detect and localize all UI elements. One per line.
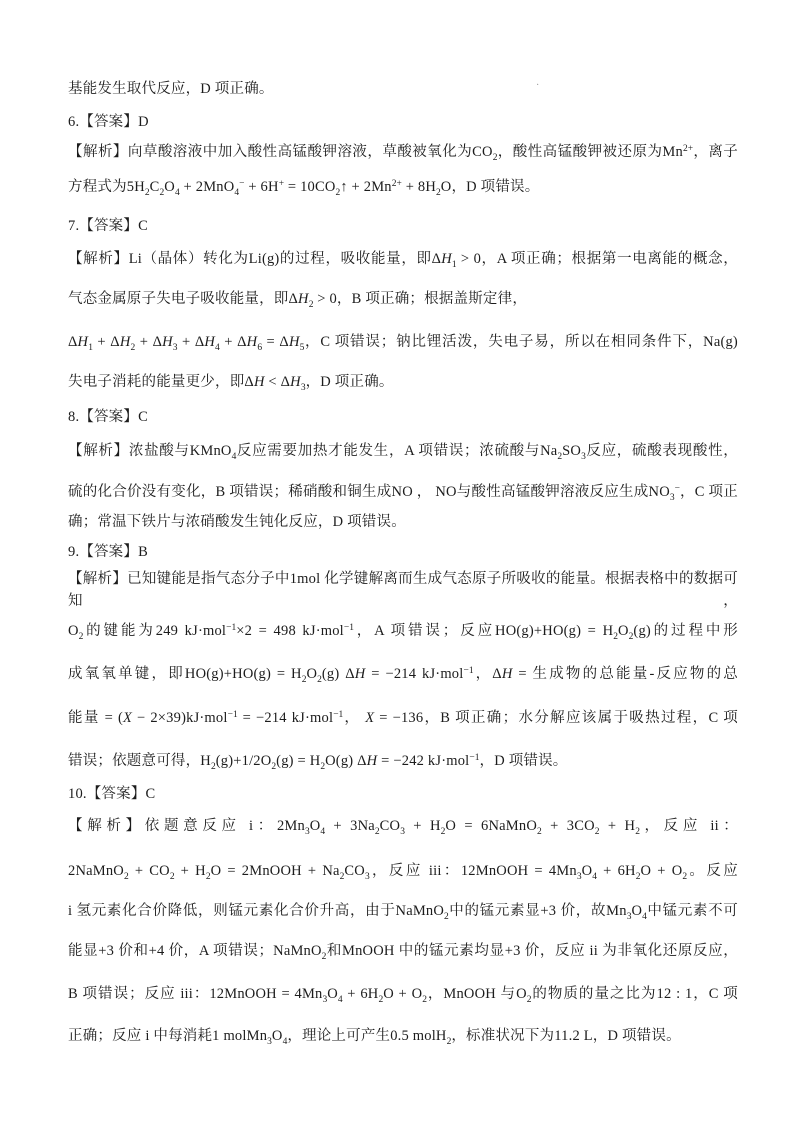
subscript: 2 [436, 188, 441, 198]
text-run: CO [344, 863, 365, 879]
subscript: 2 [446, 1037, 452, 1047]
text-run: 确；常温下铁片与浓硝酸发生钝化反应，D 项错误。 [68, 514, 406, 530]
text-run: + 6H [244, 179, 279, 195]
subscript: 3 [172, 343, 178, 353]
text-run: 7.【答案】C [68, 218, 148, 234]
text-run: SO [562, 443, 582, 459]
text-run: + 3Na [325, 818, 375, 834]
superscript: −1 [463, 666, 474, 676]
subscript: 2 [613, 632, 618, 642]
superscript: −1 [227, 710, 238, 720]
text-run: 2NaMnO [68, 863, 124, 879]
text-run: ，理论上可产生0.5 molH [287, 1028, 447, 1044]
subscript: 2 [301, 675, 307, 685]
superscript: 2+ [682, 144, 694, 154]
text-run: 的键能为249 kJ·mol [83, 623, 227, 639]
subscript: 4 [234, 188, 240, 198]
line-19 [68, 750, 738, 772]
text-run: 气态金属原子失电子吸收能量，即Δ [68, 291, 299, 307]
subscript: 2 [374, 827, 380, 837]
subscript: 2 [130, 343, 136, 353]
variable: H [119, 334, 131, 350]
subscript: 2 [320, 762, 326, 772]
variable: H [288, 334, 300, 350]
text-run: + Δ [135, 334, 163, 350]
subscript: 2 [440, 827, 446, 837]
superscript: −1 [333, 710, 344, 720]
line-26 [68, 1025, 738, 1047]
text-run: = 生成物的总能量-反应物的总 [512, 666, 738, 682]
line-25 [68, 983, 738, 1005]
variable: H [354, 666, 366, 682]
text-run: 中的锰元素显+3 价，故Mn [448, 903, 627, 919]
text-run: > 0，A 项正确；根据第一电离能的概念， [456, 251, 738, 267]
subscript: 2 [682, 872, 688, 882]
line-6 [68, 248, 738, 270]
text-run: CO [379, 818, 401, 834]
text-run: ，离子 [693, 144, 738, 160]
line-13 [68, 511, 738, 533]
text-run: O(g) Δ [325, 753, 367, 769]
text-run: + CO [128, 863, 170, 879]
subscript: 2 [169, 872, 175, 882]
subscript: 2 [144, 188, 150, 198]
subscript: 2 [635, 827, 640, 837]
text-run: Δ [68, 334, 78, 350]
text-run: + 8H [401, 179, 437, 195]
subscript: 3 [304, 827, 310, 837]
subscript: 2 [594, 827, 600, 837]
variable: H [290, 374, 301, 390]
text-run: > 0，B 项正确；根据盖斯定律， [313, 291, 528, 307]
subscript: 2 [557, 452, 563, 462]
superscript: −1 [343, 623, 355, 633]
text-run: 【解析】已知键能是指气态分子中1mol 化学键解离而生成气态原子所吸收的能量。根据表格中的数据可知， [68, 571, 738, 609]
superscript: −1 [469, 753, 480, 763]
text-run: 反应，硫酸表现酸性， [585, 443, 738, 459]
subscript: 3 [267, 1037, 272, 1047]
text-run: + H [599, 818, 636, 834]
line-16 [68, 620, 738, 642]
subscript: 2 [321, 952, 327, 962]
text-run: 失电子消耗的能量更少，即Δ [68, 374, 254, 390]
subscript: 2 [422, 995, 427, 1005]
text-run: O [271, 1028, 283, 1044]
text-run: + H [404, 818, 441, 834]
line-15 [68, 568, 738, 612]
text-run: O = 2MnOOH + Na [210, 863, 340, 879]
line-17 [68, 663, 738, 685]
text-run: ×2 = 498 kJ·mol [236, 623, 344, 639]
text-run: ，反应 ii： [639, 818, 739, 834]
text-run: (g) = H [276, 753, 321, 769]
text-run: 的物质的量之比为12 : 1，C 项 [531, 986, 738, 1002]
line-7 [68, 288, 738, 310]
line-20-answer-10 [68, 783, 738, 805]
text-run: ，C 项错误；钠比锂活泼，失电子易，所以在相同条件下，Na(g) [304, 334, 738, 350]
text-run: − 2×39)kJ·mol [132, 710, 228, 726]
text-run: ，D 项正确。 [305, 374, 394, 390]
text-run: (g)的过程中形 [633, 623, 738, 639]
text-run: 10.【答案】C [68, 786, 156, 802]
text-run: + 6H [597, 863, 636, 879]
line-18 [68, 707, 738, 729]
superscript: −1 [226, 623, 237, 633]
subscript: 4 [174, 188, 180, 198]
line-23 [68, 900, 738, 922]
line-1 [68, 78, 738, 100]
subscript: 2 [210, 762, 216, 772]
text-run: 【解析】向草酸溶液中加入酸性高锰酸钾溶液，草酸被氧化为CO [68, 144, 493, 160]
superscript: + [278, 179, 285, 189]
text-run: 硫的化合价没有变化，B 项错误；稀硝酸和铜生成NO ， NO与酸性高锰酸钾溶液反应生成NO [68, 484, 670, 500]
line-4 [68, 176, 738, 198]
subscript: 1 [451, 260, 457, 270]
text-run: + Δ [92, 334, 120, 350]
text-run: + 3CO [541, 818, 595, 834]
text-run: ，反应 iii：12MnOOH = 4Mn [369, 863, 577, 879]
subscript: 3 [322, 995, 328, 1005]
text-run: O [631, 903, 643, 919]
subscript: 4 [231, 452, 237, 462]
text-run: ，酸性高锰酸钾被还原为Mn [497, 144, 683, 160]
text-run: = 10CO [284, 179, 336, 195]
text-run: 能显+3 价和+4 价，A 项错误；NaMnO [68, 943, 322, 959]
subscript: 2 [205, 872, 211, 882]
variable: X [123, 710, 133, 726]
line-12 [68, 481, 738, 503]
text-run: O [581, 863, 593, 879]
text-run: 9.【答案】B [68, 544, 148, 560]
variable: H [162, 334, 173, 350]
text-run: ，Δ [473, 666, 502, 682]
stray-scan-mark: · [536, 80, 540, 91]
line-3 [68, 141, 738, 163]
line-5-answer-7 [68, 215, 738, 237]
subscript: 4 [337, 995, 343, 1005]
subscript: 2 [628, 632, 634, 642]
text-run: O [164, 179, 175, 195]
line-8 [68, 331, 738, 353]
text-run: 【解析】Li（晶体）转化为Li(g)的过程，吸收能量，即Δ [68, 251, 442, 267]
text-run: ， [343, 710, 366, 726]
subscript: 3 [626, 912, 632, 922]
subscript: 2 [526, 995, 532, 1005]
line-22 [68, 860, 738, 882]
text-run: = −136，B 项正确；水分解应该属于吸热过程，C 项 [374, 710, 739, 726]
subscript: 4 [642, 912, 647, 922]
variable: H [501, 666, 513, 682]
variable: H [253, 374, 265, 390]
subscript: 6 [257, 343, 263, 353]
line-24 [68, 940, 738, 962]
text-run: 正确；反应 i 中每消耗1 molMn [68, 1028, 268, 1044]
line-9 [68, 371, 738, 393]
subscript: 2 [335, 188, 341, 198]
text-run: 方程式为5H [68, 179, 145, 195]
text-run: O + O [383, 986, 423, 1002]
text-run: (g)+1/2O [215, 753, 272, 769]
text-run: = Δ [262, 334, 289, 350]
text-run: + Δ [177, 334, 205, 350]
subscript: 1 [88, 343, 93, 353]
text-run: ，C 项正 [680, 484, 739, 500]
subscript: 3 [669, 493, 675, 503]
text-run: < Δ [264, 374, 291, 390]
text-run: ↑ + 2Mn [340, 179, 392, 195]
text-run: C [149, 179, 160, 195]
text-run: 错误；依题意可得，H [68, 753, 211, 769]
line-11 [68, 440, 738, 462]
variable: H [298, 291, 309, 307]
text-run: ，MnOOH 与O [427, 986, 527, 1002]
text-run: 6.【答案】D [68, 114, 149, 130]
text-run: = −214 kJ·mol [237, 710, 334, 726]
subscript: 4 [592, 872, 598, 882]
subscript: 2 [444, 912, 449, 922]
subscript: 4 [320, 827, 326, 837]
subscript: 2 [159, 188, 165, 198]
subscript: 3 [576, 872, 582, 882]
subscript: 2 [635, 872, 641, 882]
subscript: 2 [339, 872, 345, 882]
text-run: ，A 项错误；反应HO(g)+HO(g) = H [354, 623, 614, 639]
subscript: 3 [400, 827, 405, 837]
text-run: O，D 项错误。 [440, 179, 540, 195]
variable: H [77, 334, 89, 350]
text-run: 能量 = ( [68, 710, 123, 726]
subscript: 3 [364, 872, 370, 882]
text-run: ，标准状况下为11.2 L，D 项错误。 [451, 1028, 681, 1044]
text-run: O [68, 623, 79, 639]
subscript: 4 [215, 343, 220, 353]
text-run: 。反应 [687, 863, 739, 879]
text-run: 反应需要加热才能发生，A 项错误；浓硫酸与Na [236, 443, 558, 459]
text-run: O [309, 818, 321, 834]
text-run: O = 6NaMnO [445, 818, 538, 834]
text-run: 【解析】依题意反应 i：2Mn [68, 818, 305, 834]
variable: H [246, 334, 258, 350]
line-21 [68, 815, 738, 837]
text-run: B 项错误；反应 iii：12MnOOH = 4Mn [68, 986, 323, 1002]
subscript: 2 [78, 632, 84, 642]
superscript: − [674, 484, 680, 494]
subscript: 2 [308, 300, 314, 310]
subscript: 3 [300, 383, 306, 393]
text-run: = −214 kJ·mol [365, 666, 464, 682]
text-run: O [327, 986, 338, 1002]
text-run: (g) Δ [321, 666, 355, 682]
text-run: = −242 kJ·mol [377, 753, 470, 769]
text-run: + H [174, 863, 206, 879]
subscript: 4 [282, 1037, 288, 1047]
text-run: ，D 项错误。 [479, 753, 568, 769]
text-run: i 氢元素化合价降低，则锰元素化合价升高，由于NaMnO [68, 903, 445, 919]
subscript: 5 [299, 343, 305, 353]
text-run: 基能发生取代反应，D 项正确。 [68, 81, 274, 97]
subscript: 2 [378, 995, 384, 1005]
superscript: 2+ [391, 179, 402, 189]
line-14-answer-9 [68, 541, 738, 563]
text-run: O [618, 623, 629, 639]
superscript: − [239, 179, 245, 189]
text-run: 8.【答案】C [68, 409, 148, 425]
text-run: 和MnOOH 中的锰元素均显+3 价，反应 ii 为非氧化还原反应， [326, 943, 738, 959]
text-run: + 2MnO [179, 179, 235, 195]
subscript: 2 [271, 762, 277, 772]
text-run: + Δ [219, 334, 247, 350]
text-run: + 6H [342, 986, 379, 1002]
variable: H [204, 334, 216, 350]
subscript: 2 [123, 872, 129, 882]
subscript: 2 [537, 827, 542, 837]
text-run: O + O [640, 863, 683, 879]
line-10-answer-8 [68, 406, 738, 428]
line-2-answer-6 [68, 111, 738, 133]
variable: H [366, 753, 378, 769]
text-run: O [306, 666, 318, 682]
text-run: 中锰元素不可 [646, 903, 738, 919]
text-run: 成氧氧单键，即HO(g)+HO(g) = H [68, 666, 302, 682]
text-run: 【解析】浓盐酸与KMnO [68, 443, 232, 459]
subscript: 2 [317, 675, 322, 685]
variable: X [365, 710, 375, 726]
subscript: 3 [581, 452, 586, 462]
variable: H [441, 251, 452, 267]
subscript: 2 [492, 153, 498, 163]
